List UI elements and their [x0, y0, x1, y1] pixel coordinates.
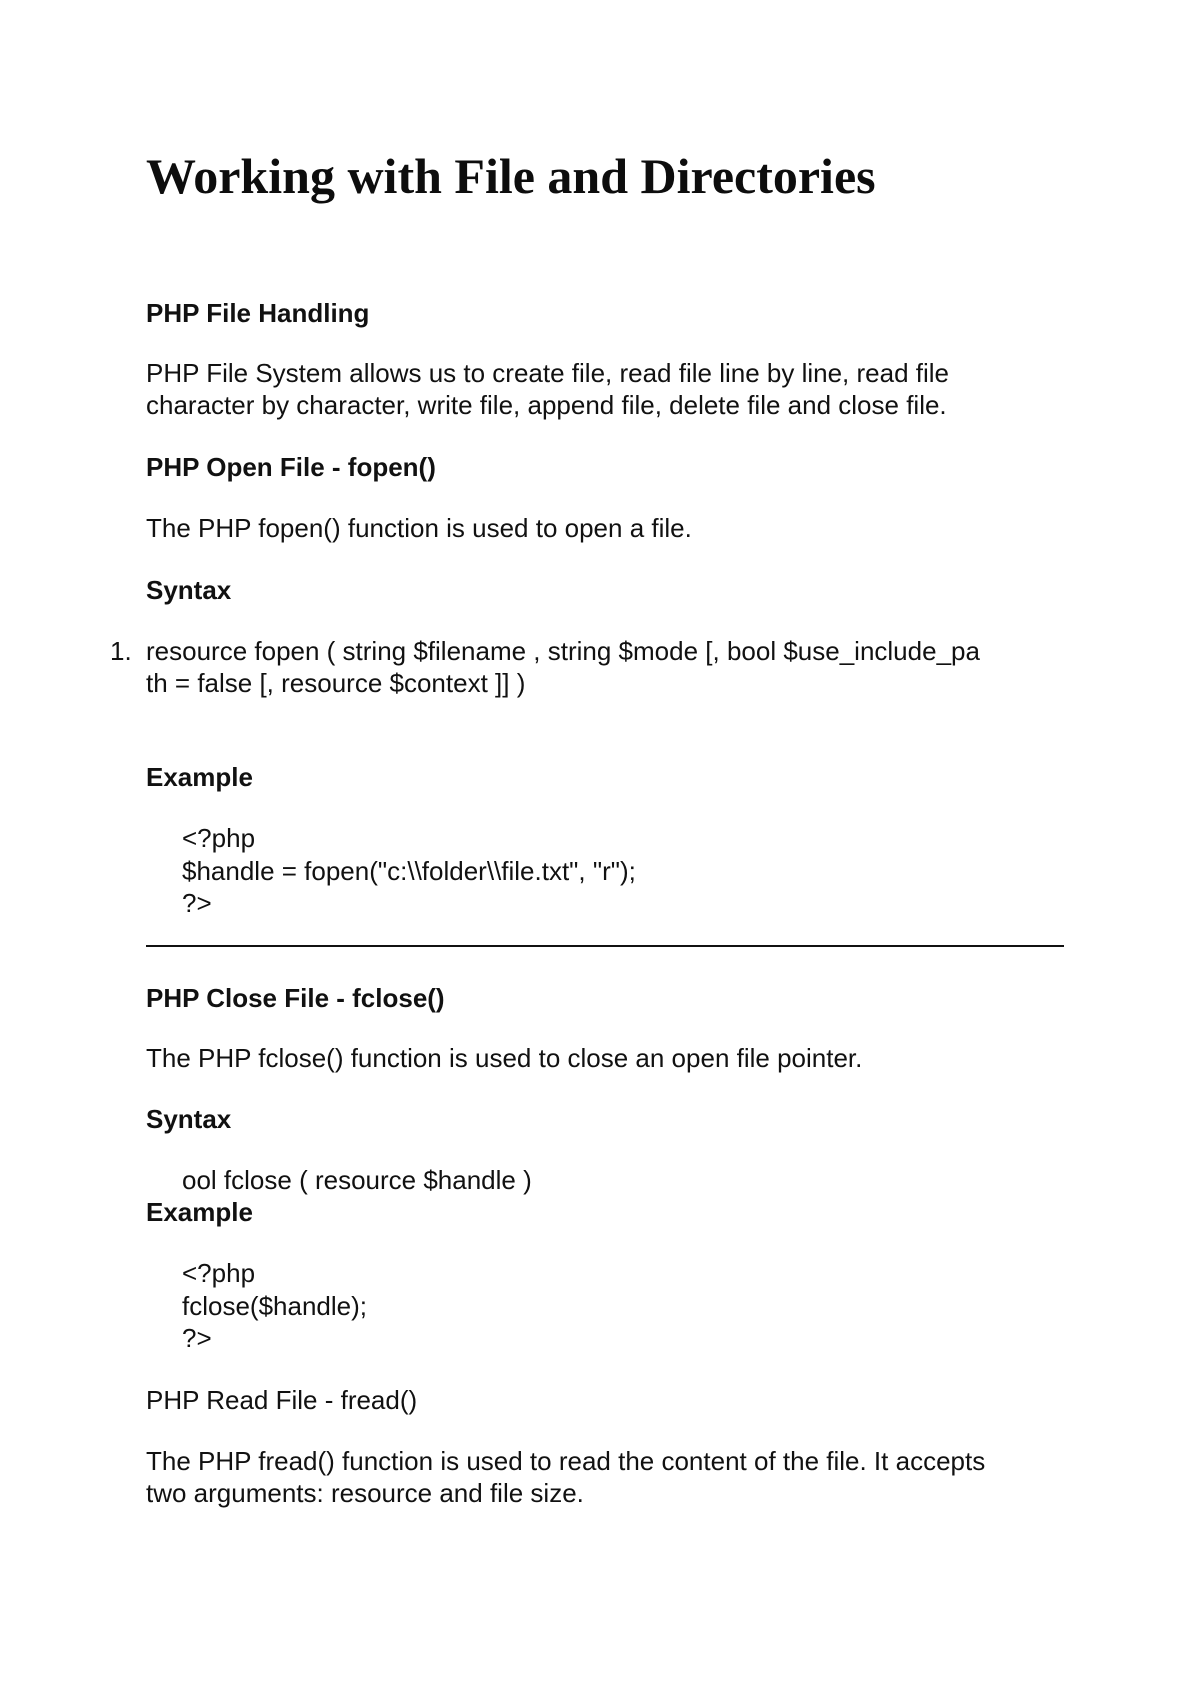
fread-paragraph-line-2: two arguments: resource and file size. [146, 1478, 584, 1508]
section-heading-fclose: PHP Close File - fclose() [146, 983, 445, 1013]
fclose-example-heading: Example [146, 1197, 253, 1227]
fopen-code-line-2: $handle = fopen("c:\\folder\\file.txt", "r"); [182, 856, 636, 886]
fclose-syntax-heading: Syntax [146, 1104, 232, 1134]
paragraph-file-handling-line-1: PHP File System allows us to create file, read file line by line, read file [146, 358, 949, 388]
fread-paragraph-line-1: The PHP fread() function is used to read the content of the file. It accepts [146, 1446, 986, 1476]
section-divider [146, 945, 1064, 947]
fclose-code-line-3: ?> [182, 1323, 212, 1353]
fopen-syntax-heading: Syntax [146, 575, 232, 605]
fopen-code-line-1: <?php [182, 823, 256, 853]
fclose-code-line-2: fclose($handle); [182, 1291, 367, 1321]
fopen-syntax-line-1: resource fopen ( string $filename , string $mode [, bool $use_include_pa [146, 636, 980, 666]
fopen-description: The PHP fopen() function is used to open a file. [146, 513, 692, 543]
section-heading-fread: PHP Read File - fread() [146, 1385, 418, 1415]
fclose-description: The PHP fclose() function is used to close an open file pointer. [146, 1043, 863, 1073]
page-title: Working with File and Directories [146, 148, 876, 204]
paragraph-file-handling-line-2: character by character, write file, append file, delete file and close file. [146, 390, 947, 420]
section-heading-file-handling: PHP File Handling [146, 298, 370, 328]
fopen-example-heading: Example [146, 762, 253, 792]
fopen-code-line-3: ?> [182, 888, 212, 918]
fclose-syntax-line: ool fclose ( resource $handle ) [182, 1165, 532, 1195]
section-heading-fopen: PHP Open File - fopen() [146, 452, 436, 482]
fclose-code-line-1: <?php [182, 1258, 256, 1288]
syntax-list-number: 1. [110, 636, 132, 666]
fopen-syntax-line-2: th = false [, resource $context ]] ) [146, 668, 526, 698]
